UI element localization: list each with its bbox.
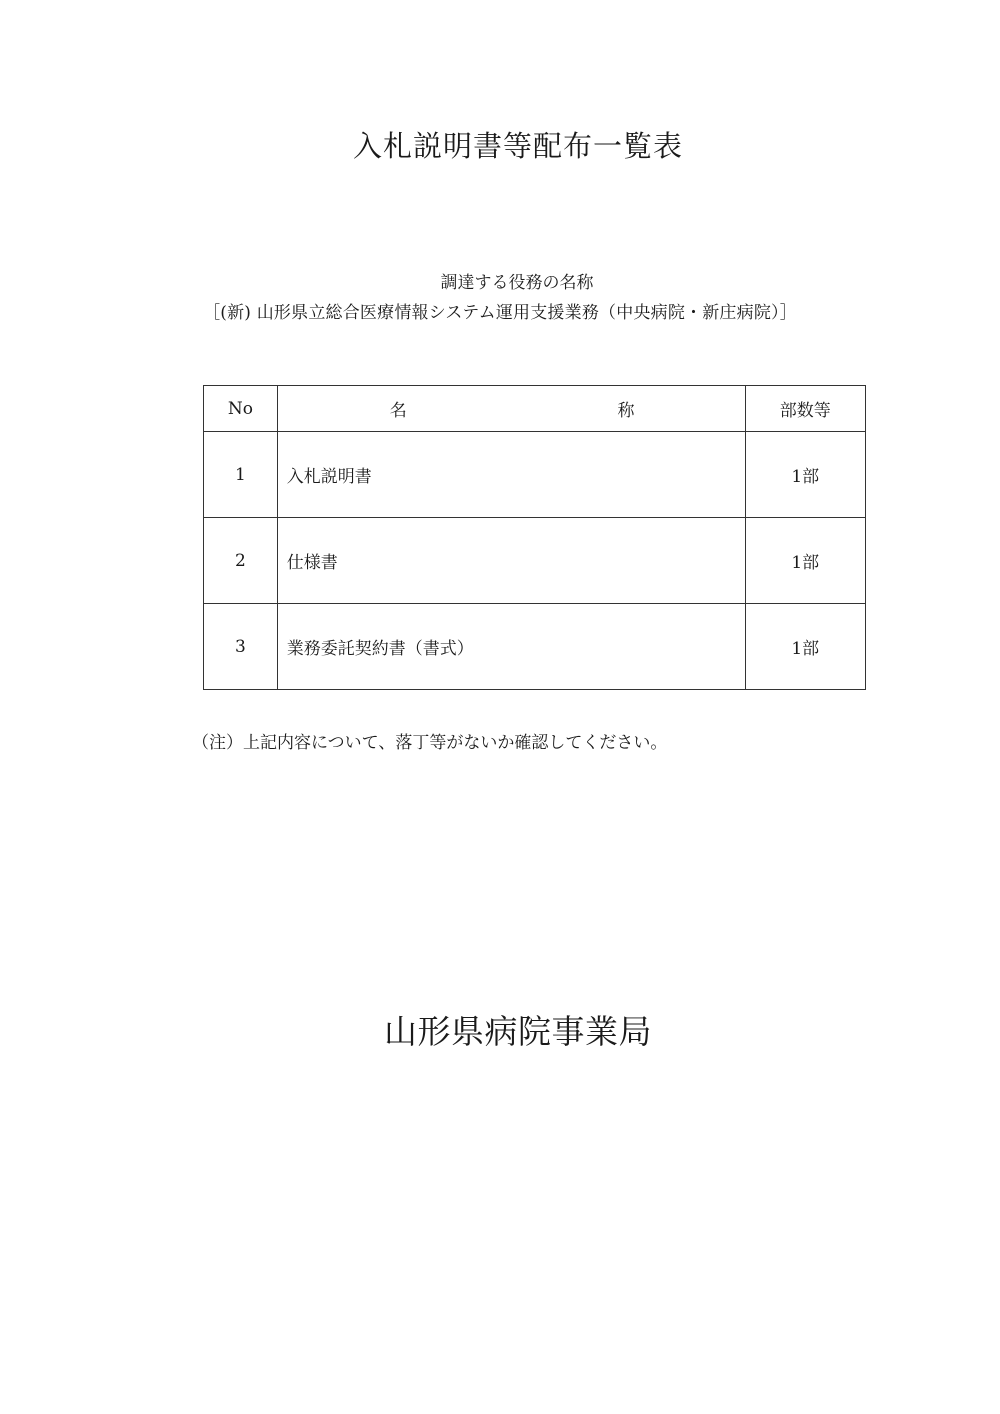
document-title: 入札説明書等配布一覧表 — [352, 129, 683, 163]
issuer-name: 山形県病院事業局 — [384, 1012, 652, 1051]
header-qty: 部数等 — [745, 386, 865, 432]
row-name: 仕様書 — [277, 518, 745, 604]
header-no: No — [204, 386, 278, 432]
row-qty: 1部 — [745, 432, 865, 518]
procurement-label: 調達する役務の名称 — [440, 273, 594, 293]
header-name-left: 名 — [389, 401, 407, 421]
note-text: （注）上記内容について、落丁等がないか確認してください。 — [192, 733, 668, 753]
header-name-right: 称 — [617, 401, 635, 421]
row-qty: 1部 — [745, 518, 865, 604]
procurement-name: ［(新) 山形県立総合医療情報システム運用支援業務（中央病院・新庄病院）］ — [203, 303, 797, 323]
table-row — [204, 604, 866, 690]
table-row — [204, 432, 866, 518]
row-name: 入札説明書 — [277, 432, 745, 518]
row-qty: 1部 — [745, 604, 865, 690]
header-name — [277, 386, 745, 432]
row-name: 業務委託契約書（書式） — [277, 604, 745, 690]
table-row — [204, 518, 866, 604]
row-no: 3 — [204, 604, 278, 690]
distribution-table — [203, 385, 866, 690]
row-no: 2 — [204, 518, 278, 604]
row-no: 1 — [204, 432, 278, 518]
table-header-row — [204, 386, 866, 432]
